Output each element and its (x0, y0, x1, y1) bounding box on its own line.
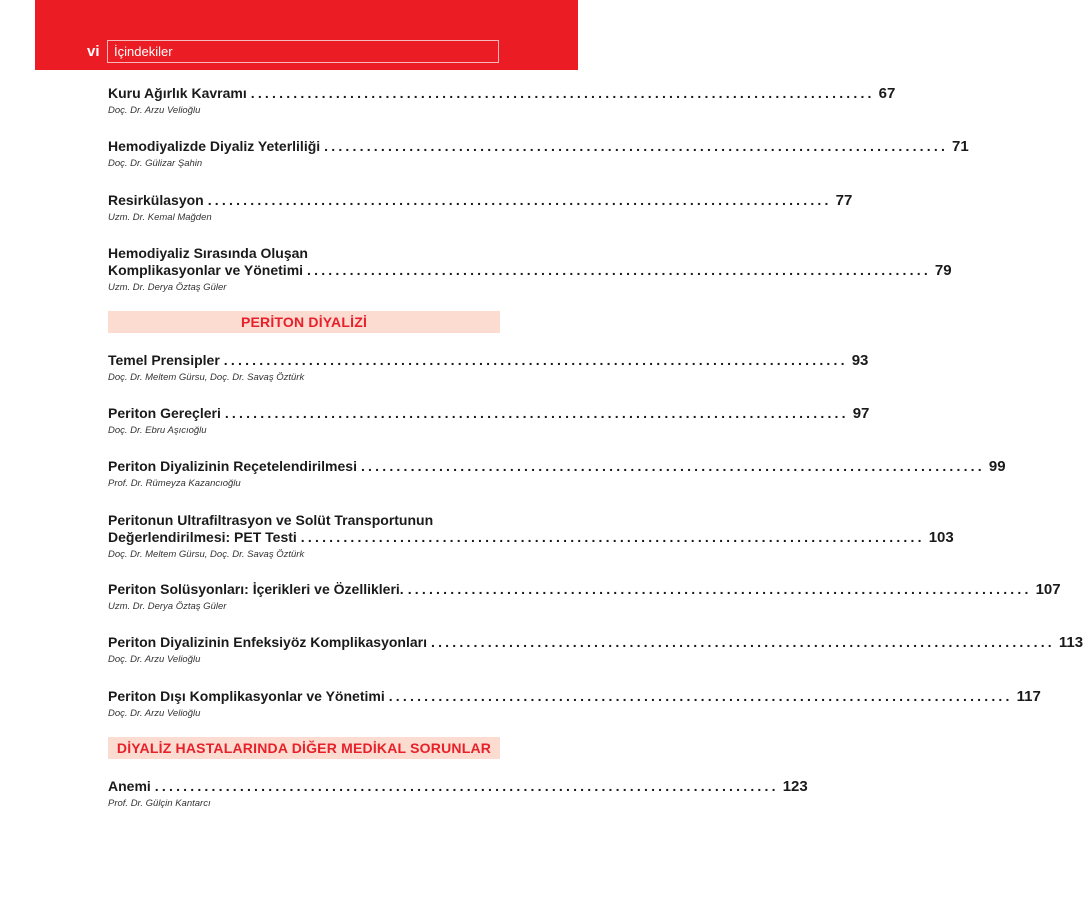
entry-title: Komplikasyonlar ve Yönetimi (108, 262, 304, 278)
toc-entry[interactable] (108, 192, 853, 223)
toc-entry[interactable] (108, 405, 870, 436)
dot-leader: ........................................................................................ (207, 192, 832, 208)
entry-author: Doç. Dr. Arzu Velioğlu (108, 105, 201, 116)
dot-leader: ........................................................................................ (307, 262, 931, 278)
entry-title: Resirkülasyon (108, 192, 204, 208)
dot-leader: ........................................................................................ (324, 138, 949, 154)
entry-page: 97 (852, 405, 870, 422)
dot-leader: ........................................................................................ (360, 458, 985, 474)
entry-page: 107 (1035, 581, 1061, 598)
toc-entry[interactable] (108, 778, 808, 809)
toc-entry[interactable] (108, 352, 869, 383)
entry-author: Doç. Dr. Arzu Velioğlu (108, 654, 201, 665)
dot-leader: ........................................................................................ (154, 778, 779, 794)
dot-leader: ........................................................................................ (430, 634, 1055, 650)
header-title: İçindekiler (114, 44, 173, 59)
toc-entry[interactable] (108, 85, 896, 116)
dot-leader: ........................................................................................ (388, 688, 1013, 704)
entry-page: 117 (1016, 688, 1041, 705)
entry-title: Temel Prensipler (108, 352, 220, 368)
entry-author: Doç. Dr. Meltem Gürsu, Doç. Dr. Savaş Öztürk (108, 372, 305, 383)
entry-page: 67 (878, 85, 896, 102)
entry-page: 79 (934, 262, 952, 279)
entry-title: Değerlendirilmesi: PET Testi (108, 529, 297, 545)
entry-title: Periton Dışı Komplikasyonlar ve Yönetimi (108, 688, 385, 704)
entry-author: Doç. Dr. Ebru Aşıcıoğlu (108, 425, 207, 436)
entry-page: 93 (851, 352, 869, 369)
header-title-box (107, 40, 499, 63)
toc-entry[interactable] (108, 581, 1061, 612)
entry-title: Hemodiyalizde Diyaliz Yeterliliği (108, 138, 321, 154)
section-heading-peritoneal: PERİTON DİYALİZİ (108, 311, 500, 333)
entry-title: Periton Diyalizinin Enfeksiyöz Komplikasyonları (108, 634, 427, 650)
entry-author: Uzm. Dr. Kemal Mağden (108, 212, 212, 223)
entry-author: Prof. Dr. Gülçin Kantarcı (108, 798, 211, 809)
entry-title: Periton Diyalizinin Reçetelendirilmesi (108, 458, 357, 474)
entry-title-line1: Peritonun Ultrafiltrasyon ve Solüt Transportunun (108, 512, 434, 528)
entry-title: Kuru Ağırlık Kavramı (108, 85, 247, 101)
toc-entry[interactable] (108, 634, 1083, 665)
toc-entry[interactable] (108, 458, 1006, 489)
toc-entry[interactable] (108, 512, 954, 560)
entry-title: Periton Gereçleri (108, 405, 221, 421)
entry-author: Doç. Dr. Gülizar Şahin (108, 158, 203, 169)
entry-author: Doç. Dr. Arzu Velioğlu (108, 708, 201, 719)
entry-page: 99 (988, 458, 1006, 475)
entry-author: Prof. Dr. Rümeyza Kazancıoğlu (108, 478, 241, 489)
toc-entry[interactable] (108, 688, 1041, 719)
entry-page: 71 (952, 138, 969, 155)
entry-author: Uzm. Dr. Derya Öztaş Güler (108, 282, 227, 293)
dot-leader: ........................................................................................ (223, 352, 848, 368)
toc-entry[interactable] (108, 138, 969, 169)
dot-leader: ........................................................................................ (250, 85, 875, 101)
section-heading-medical: DİYALİZ HASTALARINDA DİĞER MEDİKAL SORUNLAR (108, 737, 500, 759)
entry-page: 113 (1058, 634, 1083, 651)
dot-leader: ........................................................................................ (407, 581, 1032, 597)
entry-title: Periton Solüsyonları: İçerikleri ve Özellikleri. (108, 581, 404, 597)
entry-page: 123 (782, 778, 808, 795)
entry-author: Doç. Dr. Meltem Gürsu, Doç. Dr. Savaş Öztürk (108, 549, 305, 560)
page-number: vi (87, 43, 100, 60)
dot-leader: ........................................................................................ (224, 405, 849, 421)
entry-page: 103 (928, 529, 954, 546)
entry-page: 77 (835, 192, 853, 209)
entry-title-line1: Hemodiyaliz Sırasında Oluşan (108, 245, 308, 261)
entry-author: Uzm. Dr. Derya Öztaş Güler (108, 601, 227, 612)
entry-title: Anemi (108, 778, 151, 794)
toc-entry[interactable] (108, 245, 952, 293)
dot-leader: ........................................................................................ (300, 529, 925, 545)
